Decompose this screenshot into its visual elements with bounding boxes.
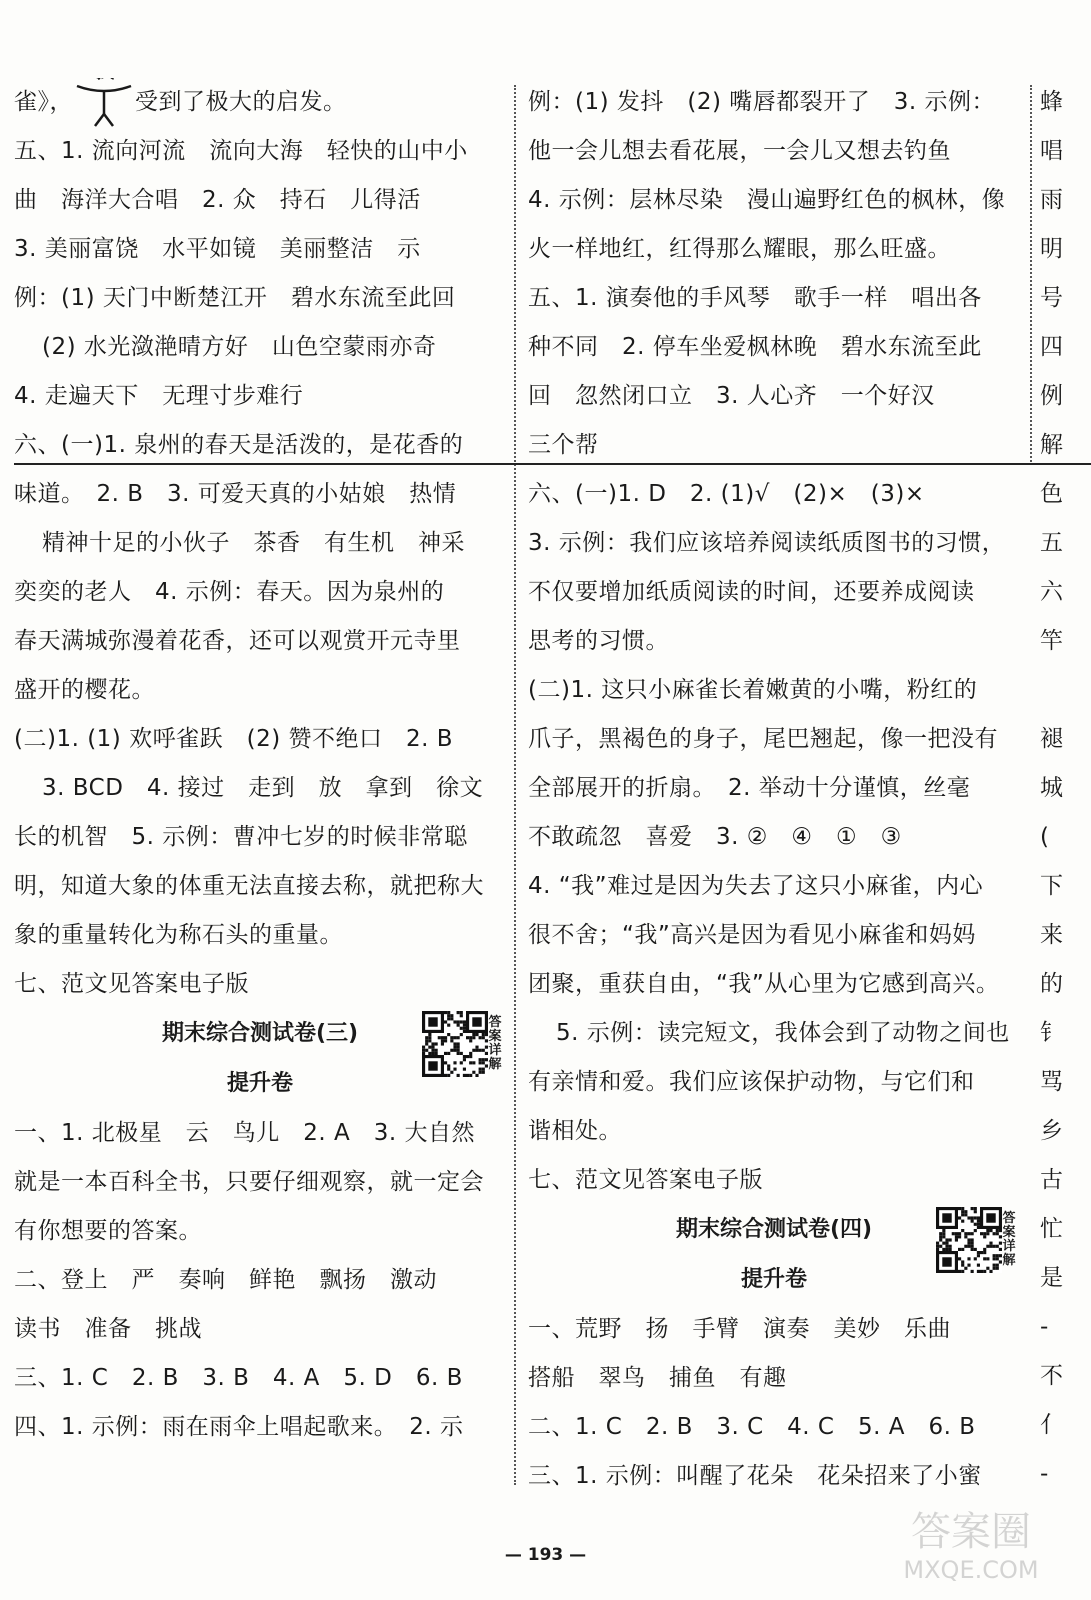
answer-line bbox=[528, 1156, 1020, 1205]
cropped-char: 来 bbox=[1040, 922, 1064, 948]
section-heading bbox=[14, 1059, 506, 1109]
answer-line-text: 长的机智 5. 示例：曹冲七岁的时候非常聪 bbox=[14, 824, 468, 850]
answer-line bbox=[528, 1452, 1020, 1501]
watermark-url: MXQE.COM bbox=[903, 1556, 1039, 1584]
answer-line bbox=[528, 1354, 1020, 1403]
answer-line bbox=[14, 1207, 506, 1256]
answer-line-text: 有你想要的答案。 bbox=[14, 1218, 202, 1244]
cropped-char: 例 bbox=[1040, 383, 1064, 409]
answer-line bbox=[14, 1158, 506, 1207]
answer-line-text: 三个帮 bbox=[528, 432, 599, 458]
column-divider-left bbox=[514, 85, 516, 1485]
answer-line bbox=[528, 1009, 1020, 1058]
answer-line bbox=[14, 1256, 506, 1305]
answer-line bbox=[528, 323, 1020, 372]
watermark-title: 答案圈 bbox=[911, 1509, 1031, 1555]
cropped-char: 蜂 bbox=[1040, 89, 1064, 115]
answer-line bbox=[528, 1058, 1020, 1107]
answer-line bbox=[14, 519, 506, 568]
cropped-char: 下 bbox=[1040, 873, 1064, 899]
answer-line bbox=[14, 323, 506, 372]
answer-line-text: 五、1. 演奏他的手风琴 歌手一样 唱出各 bbox=[528, 285, 982, 311]
answer-line bbox=[14, 666, 506, 715]
cropped-char: 明 bbox=[1040, 236, 1064, 262]
answer-line bbox=[528, 568, 1020, 617]
answer-line-text: 期末综合测试卷(四) bbox=[675, 1217, 873, 1242]
cropped-char: 五 bbox=[1040, 530, 1064, 556]
answer-line-text: 盛开的樱花。 bbox=[14, 677, 155, 703]
answer-line-text: 读书 准备 挑战 bbox=[14, 1316, 202, 1342]
answer-line-text: 4. “我”难过是因为失去了这只小麻雀，内心 bbox=[528, 873, 984, 899]
answer-line-text: 回 忽然闭口立 3. 人心齐 一个好汉 bbox=[528, 383, 935, 409]
answer-line-text: 种不同 2. 停车坐爱枫林晚 碧水东流至此 bbox=[528, 334, 982, 360]
section-heading bbox=[14, 1009, 506, 1072]
answer-line bbox=[528, 127, 1020, 176]
answer-line-text: 不仅要增加纸质阅读的时间，还要养成阅读 bbox=[528, 579, 975, 605]
answer-line bbox=[528, 911, 1020, 960]
answer-line bbox=[528, 813, 1020, 862]
answer-line-text: 曲 海洋大合唱 2. 众 持石 儿得活 bbox=[14, 187, 421, 213]
answer-line bbox=[528, 1305, 1020, 1354]
answer-line bbox=[528, 862, 1020, 911]
answer-line bbox=[528, 470, 1020, 519]
answer-line bbox=[528, 372, 1020, 421]
cropped-char: 是 bbox=[1040, 1265, 1064, 1291]
qr-label: 答案详解 bbox=[1002, 1211, 1016, 1268]
answer-line-text: 谐相处。 bbox=[528, 1118, 622, 1144]
cropped-char: 解 bbox=[1040, 432, 1064, 458]
cropped-char: 竿 bbox=[1040, 628, 1064, 654]
answer-line-text: 3. 示例：我们应该培养阅读纸质图书的习惯， bbox=[528, 530, 1006, 556]
answer-line-text: 象的重量转化为称石头的重量。 bbox=[14, 922, 343, 948]
answer-line bbox=[14, 225, 506, 274]
answer-line bbox=[528, 78, 1020, 127]
cropped-char: 的 bbox=[1040, 971, 1064, 997]
answer-line-text: 期末综合测试卷(三) bbox=[161, 1021, 359, 1046]
cropped-char: 乡 bbox=[1040, 1118, 1064, 1144]
answer-line bbox=[14, 764, 506, 813]
answer-line-text: 例：(1) 发抖 (2) 嘴唇都裂开了 3. 示例： bbox=[528, 89, 996, 115]
answer-line-text: 一、1. 北极星 云 鸟儿 2. A 3. 大自然 bbox=[14, 1120, 475, 1146]
cropped-char: 古 bbox=[1040, 1167, 1064, 1193]
answer-line-text: 就是一本百科全书，只要仔细观察，就一定会 bbox=[14, 1169, 484, 1195]
answer-line bbox=[528, 1107, 1020, 1156]
answer-line-text: 4. 示例：层林尽染 漫山遍野红色的枫林，像 bbox=[528, 187, 1006, 213]
cropped-char: 雨 bbox=[1040, 187, 1064, 213]
answer-line-text: 4. 走遍天下 无理寸步难行 bbox=[14, 383, 304, 409]
answer-line-text: 明，知道大象的体重无法直接去称，就把称大 bbox=[14, 873, 484, 899]
answer-line bbox=[528, 225, 1020, 274]
answer-line bbox=[14, 1354, 506, 1403]
answer-line-text: 七、范文见答案电子版 bbox=[528, 1167, 763, 1193]
answer-line-text: 3. 美丽富饶 水平如镜 美丽整洁 示 bbox=[14, 236, 421, 262]
cropped-char: 钅 bbox=[1040, 1020, 1064, 1046]
answer-line-text: 搭船 翠鸟 捕鱼 有趣 bbox=[528, 1365, 787, 1391]
answer-line bbox=[14, 372, 506, 421]
cropped-char: 骂 bbox=[1040, 1069, 1064, 1095]
cropped-char: 四 bbox=[1040, 334, 1064, 360]
answer-column-middle bbox=[528, 78, 1020, 1501]
answer-line-text: 5. 示例：读完短文，我体会到了动物之间也 bbox=[556, 1020, 1010, 1046]
answer-line bbox=[14, 960, 506, 1009]
answer-line bbox=[528, 666, 1020, 715]
cropped-char: 号 bbox=[1040, 285, 1064, 311]
watermark-logo bbox=[871, 1500, 1071, 1590]
cropped-char: 六 bbox=[1040, 579, 1064, 605]
answer-line-text: 味道。 2. B 3. 可爱天真的小姑娘 热情 bbox=[14, 481, 457, 507]
answer-line-text: 团聚，重获自由，“我”从心里为它感到高兴。 bbox=[528, 971, 1000, 997]
answer-line-text: 爪子，黑褐色的身子，尾巴翘起，像一把没有 bbox=[528, 726, 998, 752]
answer-line-text: 春天满城弥漫着花香，还可以观赏开元寺里 bbox=[14, 628, 461, 654]
answer-line bbox=[528, 176, 1020, 225]
answer-line bbox=[14, 715, 506, 764]
stick-figure-head: 我 bbox=[92, 59, 116, 84]
answer-line bbox=[528, 1403, 1020, 1452]
section-heading bbox=[528, 1205, 1020, 1268]
cropped-char: 亻 bbox=[1040, 1412, 1064, 1438]
answer-line bbox=[528, 519, 1020, 568]
cropped-char: 色 bbox=[1040, 481, 1064, 507]
answer-line-text: 一、荒野 扬 手臂 演奏 美妙 乐曲 bbox=[528, 1316, 951, 1342]
answer-line bbox=[14, 568, 506, 617]
answer-line-text: (二)1. 这只小麻雀长着嫩黄的小嘴，粉红的 bbox=[528, 677, 978, 703]
answer-line-text: 有亲情和爱。我们应该保护动物，与它们和 bbox=[528, 1069, 975, 1095]
answer-line bbox=[14, 421, 506, 470]
answer-line-text: 提升卷 bbox=[740, 1267, 807, 1292]
answer-line-text: 全部展开的折扇。 2. 举动十分谨慎，丝毫 bbox=[528, 775, 971, 801]
answer-line-text: 二、登上 严 奏响 鲜艳 飘扬 激动 bbox=[14, 1267, 437, 1293]
cropped-char: 褪 bbox=[1040, 726, 1064, 752]
answer-line-text: 提升卷 bbox=[226, 1071, 293, 1096]
answer-line-text: 七、范文见答案电子版 bbox=[14, 971, 249, 997]
answer-line-text: (2) 水光潋滟晴方好 山色空蒙雨亦奇 bbox=[42, 334, 437, 360]
answer-column-right-cropped bbox=[1040, 78, 1091, 1499]
answer-column-left bbox=[14, 59, 506, 1452]
column-divider-right bbox=[1030, 85, 1032, 465]
answer-line bbox=[14, 127, 506, 176]
answer-line-text: 3. BCD 4. 接过 走到 放 拿到 徐文 bbox=[42, 775, 484, 801]
answer-line-text: 六、(一)1. D 2. (1)√ (2)× (3)× bbox=[528, 481, 925, 507]
cropped-char: - bbox=[1040, 1314, 1049, 1340]
answer-line-text: 他一会儿想去看花展，一会儿又想去钓鱼 bbox=[528, 138, 951, 164]
answer-line bbox=[14, 1109, 506, 1158]
answer-line-text: 很不舍；“我”高兴是因为看见小麻雀和妈妈 bbox=[528, 922, 976, 948]
answer-line-text: 三、1. 示例：叫醒了花朵 花朵招来了小蜜 bbox=[528, 1463, 982, 1489]
answer-line bbox=[528, 960, 1020, 1009]
cropped-char: - bbox=[1040, 1461, 1049, 1487]
answer-line-text: 五、1. 流向河流 流向大海 轻快的山中小 bbox=[14, 138, 468, 164]
answer-line-text: (二)1. (1) 欢呼雀跃 (2) 赞不绝口 2. B bbox=[14, 726, 454, 752]
answer-line bbox=[14, 470, 506, 519]
answer-line bbox=[14, 176, 506, 225]
answer-line-text: 火一样地红，红得那么耀眼，那么旺盛。 bbox=[528, 236, 951, 262]
answer-line-text: 二、1. C 2. B 3. C 4. C 5. A 6. B bbox=[528, 1414, 976, 1440]
answer-line bbox=[14, 813, 506, 862]
answer-line bbox=[528, 715, 1020, 764]
answer-line-text: 例：(1) 天门中断楚江开 碧水东流至此回 bbox=[14, 285, 456, 311]
page-number: — 193 — bbox=[504, 1545, 587, 1565]
answer-line bbox=[528, 274, 1020, 323]
section-heading bbox=[528, 1255, 1020, 1305]
cropped-char: 城 bbox=[1040, 775, 1064, 801]
answer-line bbox=[14, 1305, 506, 1354]
answer-line-text: 三、1. C 2. B 3. B 4. A 5. D 6. B bbox=[14, 1365, 463, 1391]
cropped-char: ( bbox=[1040, 824, 1050, 850]
answer-line bbox=[528, 421, 1020, 470]
answer-line bbox=[14, 274, 506, 323]
answer-line bbox=[528, 764, 1020, 813]
answer-line bbox=[528, 617, 1020, 666]
answer-line-text: 奕奕的老人 4. 示例：春天。因为泉州的 bbox=[14, 579, 445, 605]
stick-figure-me-icon bbox=[73, 59, 135, 127]
answer-line bbox=[14, 59, 506, 127]
answer-line-text: 四、1. 示例：雨在雨伞上唱起歌来。 2. 示 bbox=[14, 1414, 464, 1440]
answer-line bbox=[14, 911, 506, 960]
cropped-char: 不 bbox=[1040, 1363, 1064, 1389]
answer-line bbox=[14, 862, 506, 911]
qr-label: 答案详解 bbox=[488, 1015, 502, 1072]
answer-line-text: 思考的习惯。 bbox=[528, 628, 669, 654]
answer-line bbox=[14, 617, 506, 666]
answer-line bbox=[14, 1403, 506, 1452]
cropped-char bbox=[1040, 666, 1091, 715]
cropped-char: 唱 bbox=[1040, 138, 1064, 164]
answer-line-text: 六、(一)1. 泉州的春天是活泼的，是花香的 bbox=[14, 432, 464, 458]
answer-line-text: 受到了极大的启发。 bbox=[135, 89, 347, 115]
answer-line-text: 不敢疏忽 喜爱 3. ② ④ ① ③ bbox=[528, 824, 902, 850]
answer-line-text: 雀》， bbox=[14, 89, 73, 115]
answer-line-text: 精神十足的小伙子 茶香 有生机 神采 bbox=[42, 530, 465, 556]
cropped-char: 忙 bbox=[1040, 1216, 1064, 1242]
